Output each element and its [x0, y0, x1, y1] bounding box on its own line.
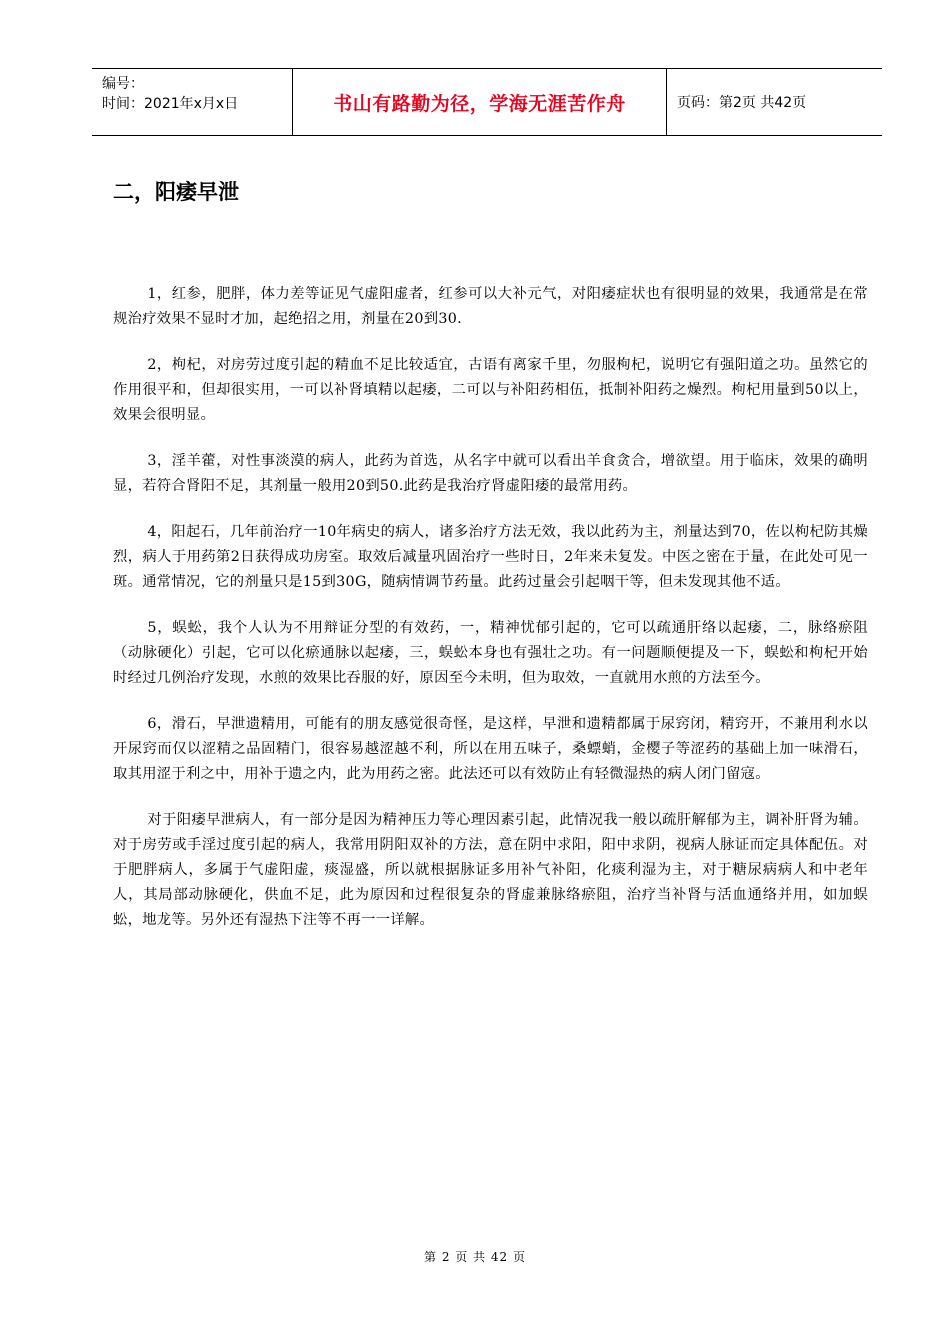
paragraph-summary: 对于阳痿早泄病人，有一部分是因为精神压力等心理因素引起，此情况我一般以疏肝解郁为主，调补肝肾为辅。对于房劳或手淫过度引起的病人，我常用阴阳双补的方法，意在阴中求阳，阳中求阴，视病人脉证而定具体配伍。对于肥胖病人，多属于气虚阳虚，痰湿盛，所以就根据脉证多用补气补阳，化痰利湿为主，对于糖尿病病人和中老年人，其局部动脉硬化，供血不足，此为原因和过程很复杂的肾虚兼脉络瘀阻，治疗当补肾与活血通络并用，如加蜈蚣，地龙等。另外还有湿热下注等不再一一详解。: [113, 812, 868, 928]
paragraph-2: 2，枸杞，对房劳过度引起的精血不足比较适宜，古语有离家千里，勿服枸杞，说明它有强阳道之功。虽然它的作用很平和，但却很实用，一可以补肾填精以起痿，二可以与补阳药相伍，抵制补阳药之燥烈。枸杞用量到50以上，效果会很明显。: [113, 357, 868, 423]
paragraph-6: 6，滑石，早泄遗精用，可能有的朋友感觉很奇怪，是这样，早泄和遗精都属于尿窍闭，精窍开，不兼用利水以开尿窍而仅以涩精之品固精门，很容易越涩越不利，所以在用五味子，桑螵蛸，金樱子等涩药的基础上加一味滑石，取其用涩于利之中，用补于遗之内，此为用药之密。此法还可以有效防止有轻微湿热的病人闭门留寇。: [113, 716, 868, 782]
paragraph-1: 1，红参，肥胖，体力差等证见气虚阳虚者，红参可以大补元气，对阳痿症状也有很明显的效果，我通常是在常规治疗效果不显时才加，起绝招之用，剂量在20到30.: [113, 286, 868, 327]
header-motto-cell: [293, 69, 667, 135]
page-footer: 第 2 页 共 42 页: [424, 1250, 526, 1264]
document-body: [113, 282, 868, 954]
paragraph-4: 4，阳起石，几年前治疗一10年病史的病人，诸多治疗方法无效，我以此药为主，剂量达到70，佐以枸杞防其燥烈，病人于用药第2日获得成功房室。取效后减量巩固治疗一些时日，2年来未复发。中医之密在于量，在此处可见一斑。通常情况，它的剂量只是15到30G，随病情调节药量。此药过量会引起咽干等，但未发现其他不适。: [113, 524, 868, 590]
header-page-info: 页码：第2页 共42页: [677, 95, 807, 111]
header-motto: 书山有路勤为径，学海无涯苦作舟: [333, 92, 626, 115]
header-meta-cell: [92, 69, 293, 135]
paragraph-3: 3，淫羊藿，对性事淡漠的病人，此药为首选，从名字中就可以看出羊食贪合，增欲望。用于临床，效果的确明显，若符合肾阳不足，其剂量一般用20到50.此药是我治疗肾虚阳痿的最常用药。: [113, 453, 868, 494]
document-header: [92, 68, 882, 136]
document-time-label: 时间：2021年x月x日: [102, 96, 239, 112]
document-number-label: 编号：: [102, 76, 144, 92]
header-page-cell: [667, 69, 882, 135]
section-title: 二，阳痿早泄: [113, 180, 239, 204]
paragraph-5: 5，蜈蚣，我个人认为不用辩证分型的有效药，一，精神忧郁引起的，它可以疏通肝络以起痿，二，脉络瘀阻（动脉硬化）引起，它可以化瘀通脉以起痿，三，蜈蚣本身也有强壮之功。有一问题顺便提及一下，蜈蚣和枸杞开始时经过几例治疗发现，水煎的效果比吞服的好，原因至今未明，但为取效，一直就用水煎的方法至今。: [113, 620, 868, 686]
